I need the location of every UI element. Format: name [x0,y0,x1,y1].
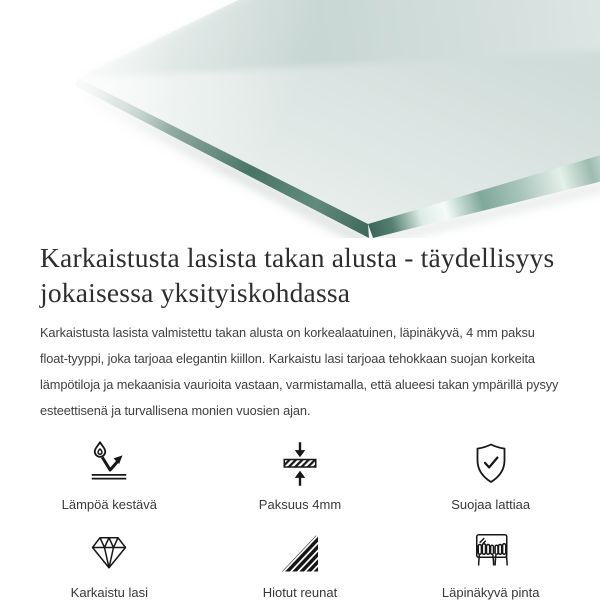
glass-panel-image [0,0,600,238]
feature-polished-edges [205,528,396,600]
feature-label: Läpinäkyvä pinta [441,585,540,600]
polished-edges-icon [276,528,324,576]
feature-label: Hiotut reunat [262,585,338,600]
feature-thickness [205,440,396,512]
product-description: Karkaistusta lasista valmistettu takan alusta on korkealaatuinen, läpinäkyvä, 4 mm paksu float-tyyppi, joka tarjoaa elegantin kiillon. Karkaistu lasi tarjoaa tehokkaan suojan korkeita lämpötiloja ja mekaanisia vaurioita vastaan, varmistamalla, että alueesi takan ympärillä pysyy esteettisenä ja turvallisena monien vuosien ajan. [40,325,559,418]
hands-on-glass-icon [467,528,515,576]
feature-tempered-glass [14,528,205,600]
shield-check-icon [467,440,515,488]
page-title: Karkaistusta lasista takan alusta - täydellisyys jokaisessa yksityiskohdassa [40,242,555,308]
feature-heat-resistant [14,440,205,512]
feature-transparent-surface [395,528,586,600]
feature-label: Lämpöä kestävä [61,497,158,512]
feature-protect-floor [395,440,586,512]
feature-label: Karkaistu lasi [70,585,148,600]
feature-label: Suojaa lattiaa [451,497,531,512]
feature-grid [14,440,586,600]
feature-label: Paksuus 4mm [258,497,342,512]
thickness-4mm-icon [276,440,324,488]
diamond-icon [85,528,133,576]
hero-image-container [0,0,600,238]
heat-resistant-icon [85,440,133,488]
